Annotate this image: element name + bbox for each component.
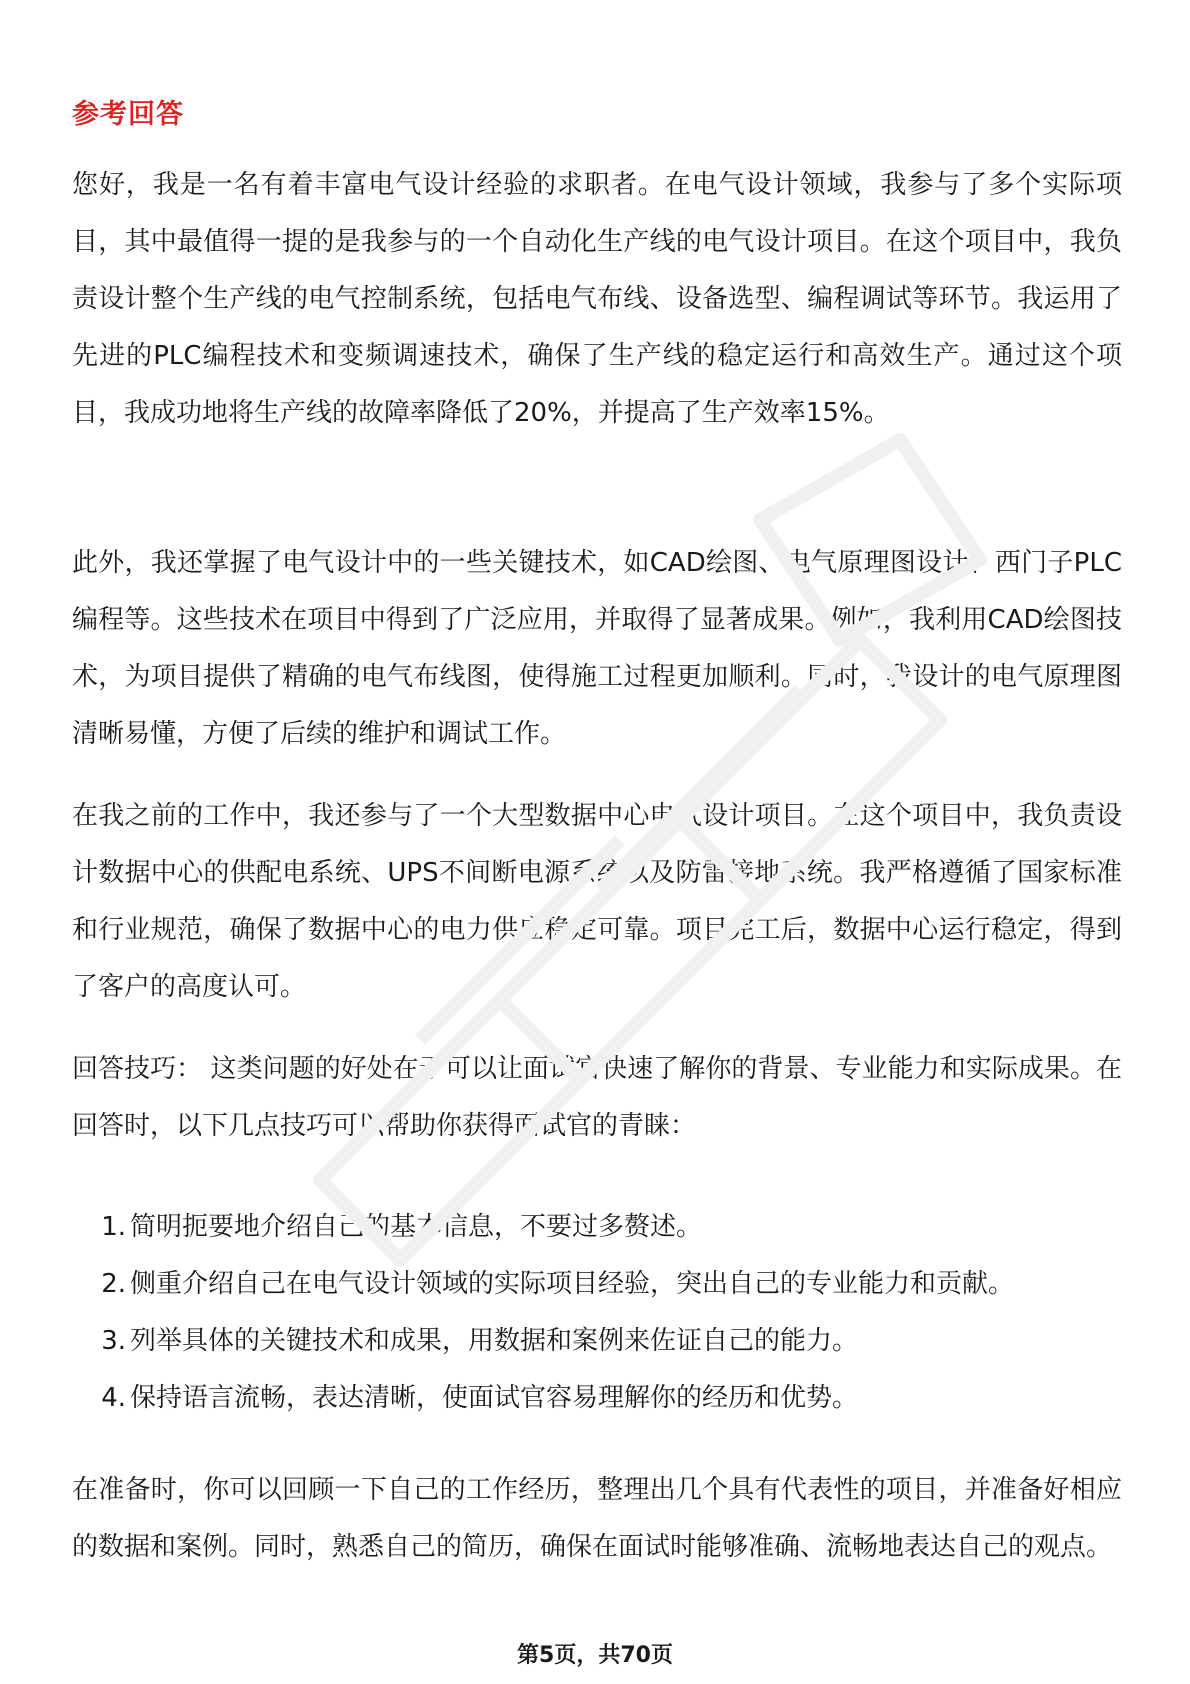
tip-text: 侧重介绍自己在电气设计领域的实际项目经验，突出自己的专业能力和贡献。 [130,1269,1015,1299]
tips-list-item [72,1370,1122,1427]
tips-list-item [72,1199,1122,1256]
tip-number: 4. [101,1383,126,1413]
tips-list-item [72,1256,1122,1313]
tips-list-item [72,1313,1122,1370]
answer-paragraph-3: 在我之前的工作中，我还参与了一个大型数据中心电气设计项目。在这个项目中，我负责设计数据中心的供配电系统、UPS不间断电源系统以及防雷接地系统。我严格遵循了国家标准和行业规范，确保了数据中心的电力供应稳定可靠。项目完工后，数据中心运行稳定，得到了客户的高度认可。 [72,801,1122,1002]
tip-number: 2. [101,1269,126,1299]
answer-paragraph-2: 此外，我还掌握了电气设计中的一些关键技术，如CAD绘图、电气原理图设计、西门子PLC编程等。这些技术在项目中得到了广泛应用，并取得了显著成果。例如，我利用CAD绘图技术，为项目提供了精确的电气布线图，使得施工过程更加顺利。同时，我设计的电气原理图清晰易懂，方便了后续的维护和调试工作。 [72,548,1122,749]
preparation-paragraph: 在准备时，你可以回顾一下自己的工作经历，整理出几个具有代表性的项目，并准备好相应的数据和案例。同时，熟悉自己的简历，确保在面试时能够准确、流畅地表达自己的观点。 [72,1475,1122,1562]
answer-paragraph-1: 您好，我是一名有着丰富电气设计经验的求职者。在电气设计领域，我参与了多个实际项目，其中最值得一提的是我参与的一个自动化生产线的电气设计项目。在这个项目中，我负责设计整个生产线的电气控制系统，包括电气布线、设备选型、编程调试等环节。我运用了先进的PLC编程技术和变频调速技术，确保了生产线的稳定运行和高效生产。通过这个项目，我成功地将生产线的故障率降低了20%，并提高了生产效率15%。 [72,170,1122,428]
tip-text: 列举具体的关键技术和成果，用数据和案例来佐证自己的能力。 [130,1326,859,1356]
page-footer: 第5页，共70页 [517,1643,673,1668]
tips-list [72,1199,1122,1427]
section-title: 参考回答 [72,99,184,130]
tip-text: 保持语言流畅，表达清晰，使面试官容易理解你的经历和优势。 [130,1383,859,1413]
tip-number: 1. [101,1212,126,1242]
tip-number: 3. [101,1326,126,1356]
tips-intro-paragraph: 回答技巧： 这类问题的好处在于可以让面试官快速了解你的背景、专业能力和实际成果。在回答时，以下几点技巧可以帮助你获得面试官的青睐： [72,1054,1122,1141]
tip-text: 简明扼要地介绍自己的基本信息，不要过多赘述。 [130,1212,703,1242]
